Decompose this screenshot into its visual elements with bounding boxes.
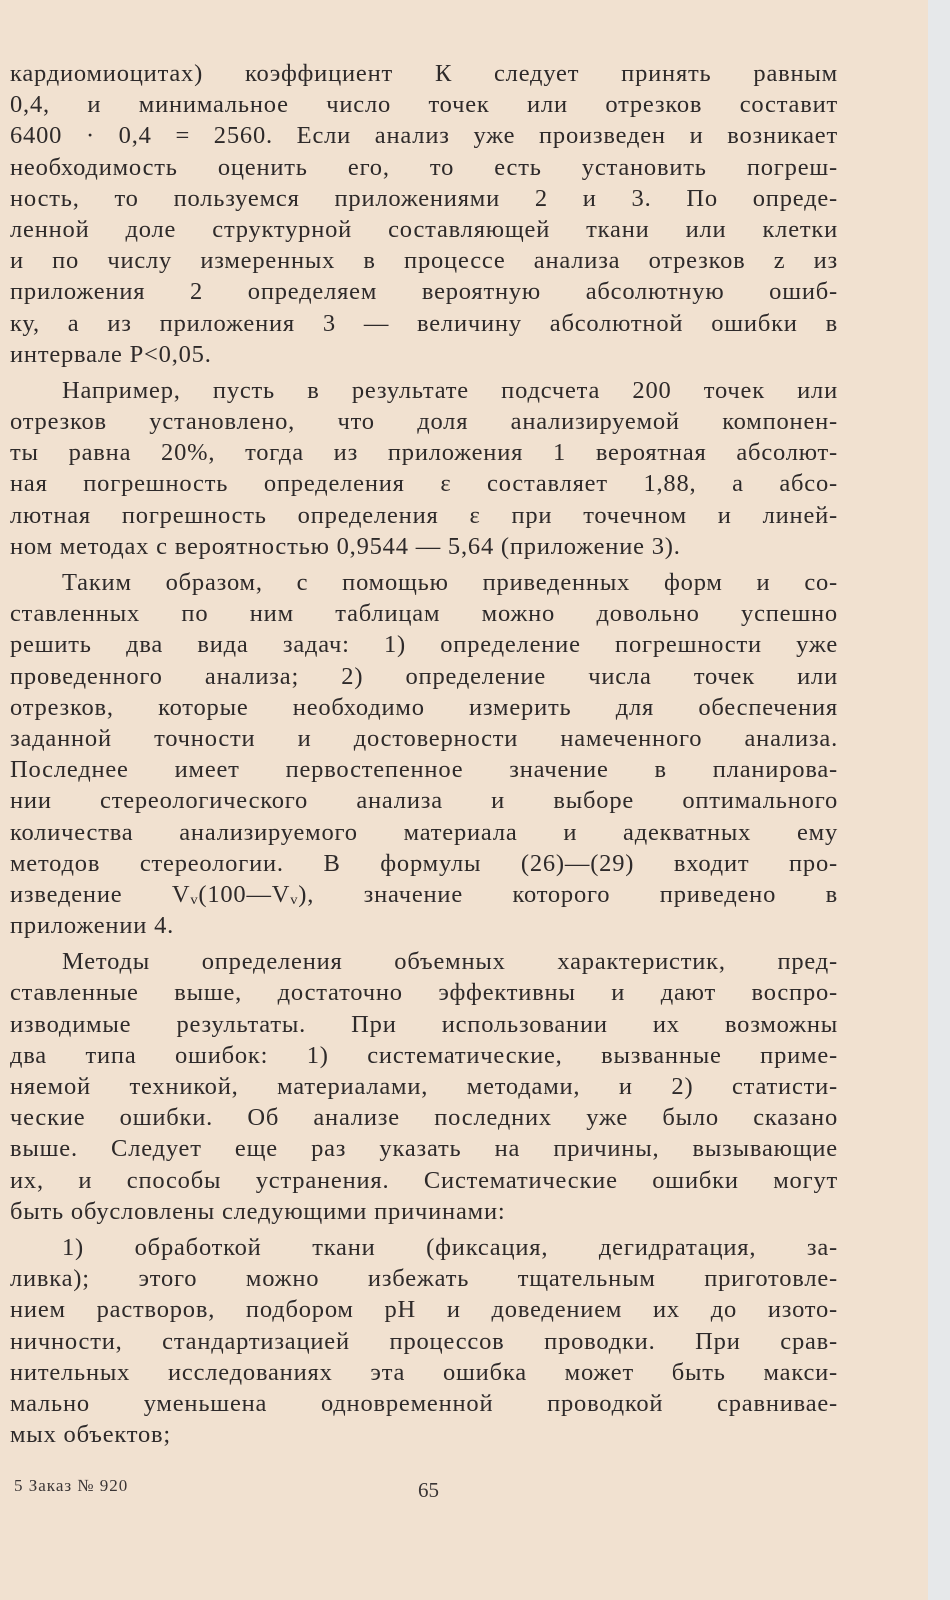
text-line: няемой техникой, материалами, методами, и 2) статисти- bbox=[10, 1073, 838, 1100]
text-line: проведенного анализа; 2) определение числа точек или bbox=[10, 662, 838, 690]
text-line: быть обусловлены следующими причинами: bbox=[10, 1197, 506, 1225]
text-line: их, и способы устранения. Систематические ошибки могут bbox=[10, 1166, 838, 1194]
text-line: ная погрешность определения ε составляет 1,88, а абсо- bbox=[10, 470, 838, 498]
text-line: изведение Vᵥ(100—Vᵥ), значение которого приведено в bbox=[10, 880, 838, 908]
text-line: ку, а из приложения 3 — величину абсолютной ошибки в bbox=[10, 309, 838, 337]
paragraph-3 bbox=[10, 567, 838, 941]
printing-signature: 5 Заказ № 920 bbox=[14, 1476, 129, 1495]
text-line: ставленные выше, достаточно эффективны и дают воспро- bbox=[10, 979, 838, 1007]
text-line: Таким образом, с помощью приведенных форм и со- bbox=[62, 569, 838, 596]
text-line: ничности, стандартизацией процессов проводки. При срав- bbox=[10, 1327, 838, 1355]
text-line: 1) обработкой ткани (фиксация, дегидратация, за- bbox=[62, 1233, 838, 1261]
text-line: ливка); этого можно избежать тщательным приготовле- bbox=[10, 1265, 838, 1293]
text-line: отрезков установлено, что доля анализируемой компонен- bbox=[10, 408, 838, 436]
text-line: интервале P<0,05. bbox=[10, 340, 212, 368]
page-text bbox=[10, 58, 838, 1450]
text-line: ты равна 20%, тогда из приложения 1 вероятная абсолют- bbox=[10, 439, 838, 467]
text-line: приложении 4. bbox=[10, 912, 175, 940]
text-line: лютная погрешность определения ε при точечном и линей- bbox=[10, 501, 838, 529]
text-line: ставленных по ним таблицам можно довольно успешно bbox=[10, 600, 838, 628]
text-line: ном методах с вероятностью 0,9544 — 5,64 (приложение 3). bbox=[10, 532, 681, 560]
text-line: отрезков, которые необходимо измерить для обеспечения bbox=[10, 693, 838, 721]
text-line: нием растворов, подбором pH и доведением их до изото- bbox=[10, 1296, 838, 1324]
text-line: Например, пусть в результате подсчета 200 точек или bbox=[62, 376, 838, 404]
text-line: приложения 2 определяем вероятную абсолютную ошиб- bbox=[10, 278, 838, 306]
text-line: необходимость оценить его, то есть установить погреш- bbox=[10, 153, 838, 181]
text-line: нии стереологического анализа и выборе оптимального bbox=[10, 787, 838, 815]
paragraph-4 bbox=[10, 946, 838, 1227]
text-line: мально уменьшена одновременной проводкой сравнивае- bbox=[10, 1389, 838, 1417]
text-line: методов стереологии. В формулы (26)—(29) входит про- bbox=[10, 849, 838, 877]
text-line: и по числу измеренных в процессе анализа отрезков z из bbox=[10, 247, 838, 275]
paragraph-1 bbox=[10, 58, 838, 370]
text-line: заданной точности и достоверности намеченного анализа. bbox=[10, 724, 838, 752]
text-line: количества анализируемого материала и адекватных ему bbox=[10, 818, 838, 846]
page-number: 65 bbox=[418, 1478, 439, 1502]
text-line: выше. Следует еще раз указать на причины, вызывающие bbox=[10, 1135, 838, 1163]
text-line: Методы определения объемных характеристик, пред- bbox=[62, 948, 838, 976]
text-line: нительных исследованиях эта ошибка может быть макси- bbox=[10, 1358, 838, 1386]
paragraph-5 bbox=[10, 1232, 838, 1450]
text-line: 6400 · 0,4 = 2560. Если анализ уже произведен и возникает bbox=[10, 122, 838, 150]
text-line: два типа ошибок: 1) систематические, вызванные приме- bbox=[10, 1041, 838, 1069]
text-line: решить два вида задач: 1) определение погрешности уже bbox=[10, 631, 838, 659]
text-line: ческие ошибки. Об анализе последних уже было сказано bbox=[10, 1104, 838, 1132]
text-line: изводимые результаты. При использовании их возможны bbox=[10, 1010, 838, 1038]
text-line: мых объектов; bbox=[10, 1421, 171, 1449]
page-edge bbox=[928, 0, 950, 1600]
text-line: ность, то пользуемся приложениями 2 и 3. По опреде- bbox=[10, 184, 838, 212]
page-footer bbox=[0, 1476, 950, 1506]
paragraph-2 bbox=[10, 375, 838, 562]
text-line: кардиомиоцитах) коэффициент К следует принять равным bbox=[10, 60, 838, 87]
text-line: ленной доле структурной составляющей ткани или клетки bbox=[10, 215, 838, 243]
text-line: 0,4, и минимальное число точек или отрезков составит bbox=[10, 91, 838, 119]
text-line: Последнее имеет первостепенное значение в планирова- bbox=[10, 756, 838, 784]
